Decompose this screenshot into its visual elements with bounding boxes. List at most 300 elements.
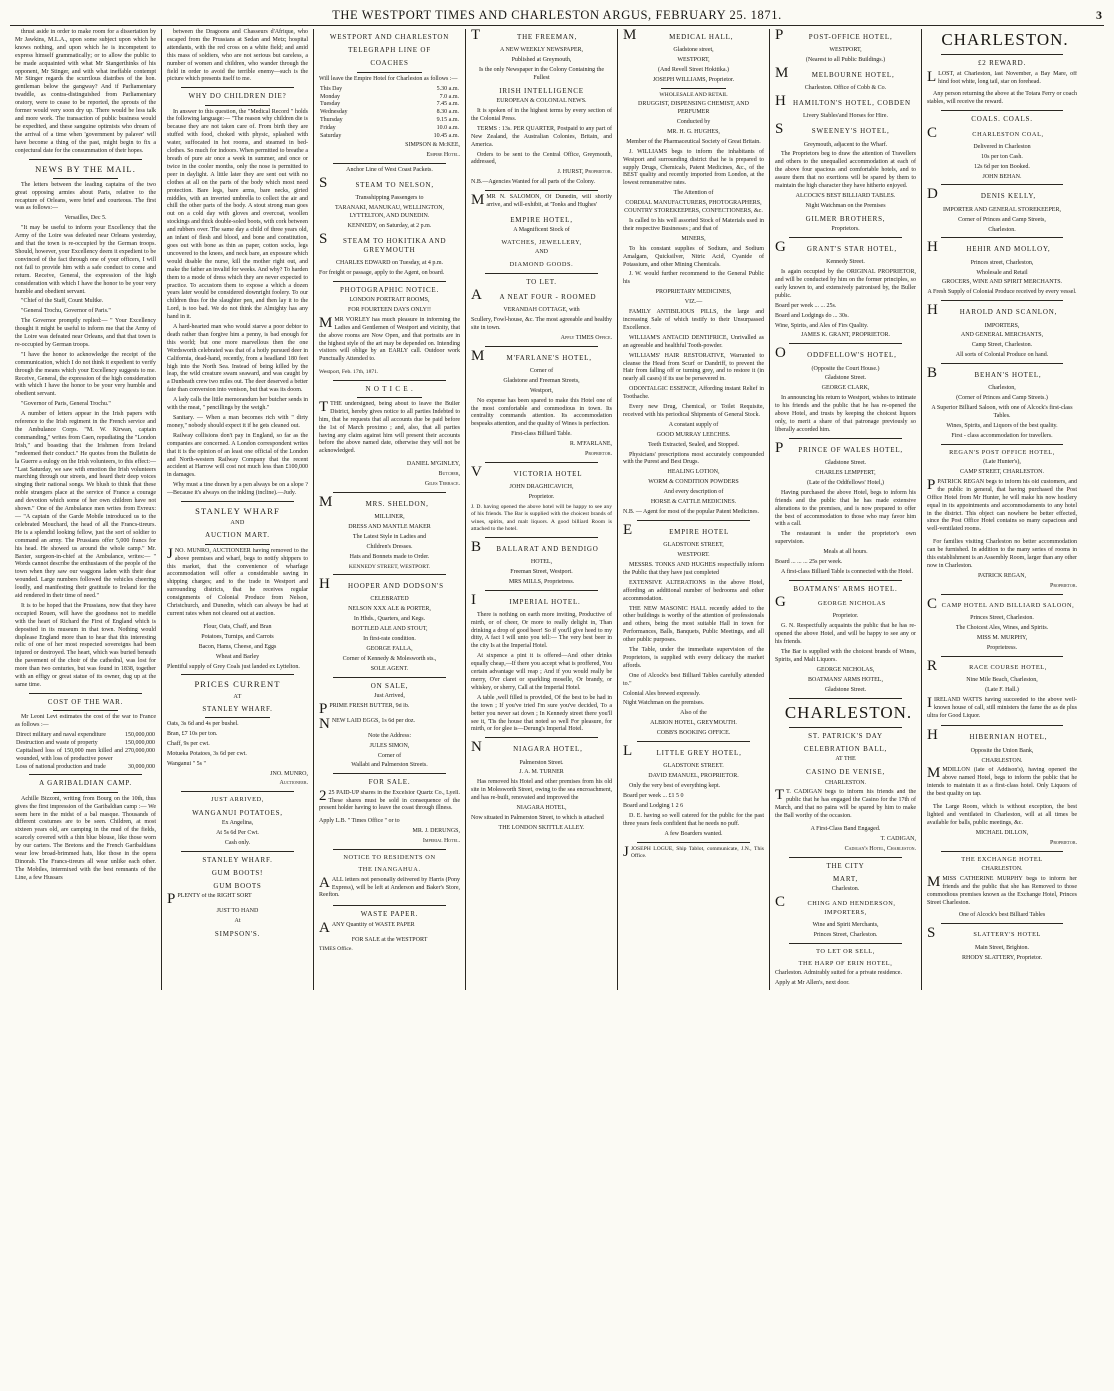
ad-catherine-murphy[interactable]: [927, 876, 1077, 910]
mfarlane-billiard: First-class Billiard Table.: [511, 431, 572, 438]
sweeneys-hotel-title: SWEENEY'S HOTEL,: [811, 127, 890, 136]
empire-intro: MESSRS. TONKS AND HUGHES respectfully inform the Public that they have just completed: [623, 561, 764, 576]
boatmans-arms-title: BOATMANS' ARMS HOTEL.: [793, 584, 898, 593]
divider: [637, 741, 750, 742]
cost-value: 270,000,000: [125, 747, 155, 754]
medical-street: Gladstone street,: [673, 47, 714, 54]
dillon-room: The Large Room, which is without exception, the best lighted and ventilated in Charleston, will at all times be available for balls, public meetings, &c.: [927, 804, 1077, 826]
niagara-body: Has removed his Hotel and other premises from his old site in Molesworth Street, owing to the sea encroachment, and has re-built, renovated and improved the: [471, 779, 612, 802]
dropcap-t: T: [775, 789, 785, 804]
divider: [53, 178, 118, 179]
hibernian-title: HIBERNIAN HOTEL,: [969, 733, 1048, 742]
medical-town: WESTPORT,: [677, 57, 710, 64]
ad-behans-hotel[interactable]: [927, 367, 1077, 382]
murphy-billiard: One of Alcock's best Billiard Tables: [958, 912, 1046, 919]
ad-cadigan-ball[interactable]: [775, 789, 916, 823]
attention-prescriptions: Physicians' prescriptions most accurately compounded with the Purest and Best Drugs.: [623, 451, 764, 466]
dropcap-m: M: [623, 29, 637, 43]
wanganui-price: At 5s 6d Per Cwt.: [216, 829, 259, 836]
dropcap-h: H: [927, 304, 938, 319]
divider: [181, 791, 294, 792]
ad-mfarlanes-hotel[interactable]: [471, 350, 612, 365]
regans-title: REGAN'S POST OFFICE HOTEL,: [949, 448, 1055, 456]
divider: [637, 842, 750, 843]
cost-label: Loss of national production and trade: [16, 763, 106, 770]
hehir-supply: A Fresh Supply of Colonial Produce received by every vessel.: [927, 289, 1077, 296]
ad-ireland-watts[interactable]: [927, 697, 1077, 723]
wholesale-conducted: Conducted by: [676, 119, 711, 126]
behans-corner: (Corner of Princes and Camp Streets.): [956, 395, 1048, 402]
lead-paragraph: thrust aside in order to make room for a dissertation by Mr Jawkins, M.L.A., upon some subject upon which he knows nothing, and upon which he is incompetent to express himself grammatically; or to allow the public to be made acquainted with what Mr Stangerthinks of his opponent, Mr Stinger, and with what ineffable contempt Mr Stinger regards the scurrilous diatribes of the hon. gentleman below the gangway? And if Parliamentary twaddle, as contra-distinguished from Parliamentary oratory, were to cease to be reported, the sprouts of the former would very soon dry up. There would be less talk and more work. The transaction of public business would be expedited, and these sanguine optimists who dream of the arrival of a time when 'government by palaver' will have become a thing of the past, might begin to fix a conjectural date for the consummation of their hopes.: [15, 29, 156, 154]
divider: [485, 537, 598, 538]
hehir-scope: Wholesale and Retail: [976, 269, 1028, 276]
dropcap-p: P: [167, 893, 176, 906]
ad-pony-express[interactable]: [319, 877, 460, 903]
just-arrived-label: JUST ARRIVED,: [211, 796, 264, 804]
ad-little-grey-hotel[interactable]: [623, 745, 764, 760]
gilmer-body: The Proprietors beg to draw the attention of Travellers and others to the unequalled accommodation at each of the above four spacious and comfortable hotels, and to assure them that no exertions will be spared by them to maintain the high character they have hitherto enjoyed.: [775, 151, 916, 190]
ad-empire-hotel[interactable]: [623, 524, 764, 539]
oddfellows-proprietor: GEORGE CLARK,: [821, 385, 870, 392]
empire-town: WESTPORT.: [677, 552, 710, 559]
freeman-nb: N.B.—Agencies Wanted for all parts of the Colony.: [471, 179, 595, 186]
medical-proprietor: JOSEPH WILLIAMS, Proprietor.: [652, 76, 735, 83]
oddfellows-street: Gladstone Street.: [824, 375, 867, 382]
grants-body: Is again occupied by the ORIGINAL PROPRIETOR, and will be conducted by him on the former principles, so early known to, and extensively patronised by, the Buller public.: [775, 269, 916, 299]
ad-steam-to-nelson[interactable]: [319, 177, 460, 192]
ad-joseph-logue[interactable]: [623, 846, 764, 863]
ad-gum-boots[interactable]: [167, 893, 308, 905]
photo-rooms-name: LONDON PORTRAIT ROOMS,: [349, 297, 430, 304]
ballarat-title: BALLARAT AND BENDIGO: [496, 544, 599, 553]
attention-dentifrice: WILLIAM'S ANTACID DENTIFRICE, Unrivalled as an agreeable and healthful Tooth-powder.: [623, 334, 764, 349]
prince-wales-late-of: (Late of the Oddfellows' Hotel,): [807, 479, 884, 486]
dropcap-c: C: [927, 597, 938, 612]
divider: [941, 444, 1063, 445]
dropcap-l: L: [623, 745, 633, 760]
ad-victoria-hotel[interactable]: [471, 466, 612, 481]
hooper-product: NELSON XXX ALE & PORTER,: [348, 606, 431, 613]
empire-albion: ALBION HOTEL, GREYMOUTH.: [650, 720, 737, 727]
ad-ballarat-bendigo-hotel[interactable]: [471, 541, 612, 556]
heading-notice: N O T I C E .: [365, 384, 414, 393]
wanganui-terms: Cash only.: [224, 839, 251, 846]
behans-title: BEHAN'S HOTEL,: [974, 371, 1042, 380]
cost-label: Destruction and waste of property: [16, 739, 98, 746]
ad-boatmans-arms-hotel[interactable]: [775, 596, 916, 610]
gilmer-billiards: ALCOCK'S BEST BILLIARD TABLES.: [795, 193, 896, 199]
attention-worm-powders: WORM & CONDITION POWDERS: [648, 479, 739, 486]
ad-lost-mare-reward[interactable]: [927, 71, 1077, 89]
williams-body: J. WILLIAMS begs to inform the inhabitants of Westport and surrounding district that he is prepared to supply Drugs, Chemicals, Patent Medicines, &c., of the BEST quality and recently imported from London, at the lowest remunerative rates.: [623, 148, 764, 187]
ad-waste-paper[interactable]: [319, 922, 460, 934]
cost-value: 150,000,000: [125, 731, 155, 738]
sheldon-trade-2: DRESS AND MANTLE MAKER: [348, 524, 431, 531]
ad-niagara-hotel[interactable]: [471, 741, 612, 756]
dropcap-s: S: [319, 176, 328, 191]
hooper-title: HOOPER AND DODSON'S: [348, 582, 444, 591]
price-line: Chaff, 9s per cwt.: [167, 740, 210, 747]
onsale-vendor: JULES SIMON,: [369, 742, 410, 749]
mfarlane-body: No expense has been spared to make this Hotel one of the most comfortable and commodious in town. Its centrality commands attention. Its accommodation bespeaks attention, and the quality of Wines is perfection.: [471, 397, 612, 428]
little-grey-street: GLADSTONE STREET.: [663, 763, 724, 770]
forsale-body: 25 PAID-UP shares in the Excelsior Quartz Co., Lyell. These shares must be sold in consequence of the present holder having to leave the coast through illness.: [319, 789, 460, 812]
ad-mcginley-notice[interactable]: [319, 401, 460, 458]
dillon-role: Proprietor.: [1050, 839, 1077, 846]
attention-chemicals: To his constant supplies of Sodium, and Sodium Amalgam, Quicksilver, Nitric Acid, Cyanide of Potassium, and other Mining Chemicals.: [623, 245, 764, 268]
ad-slatterys-hotel[interactable]: [927, 927, 1077, 941]
prince-wales-restaurant: The restaurant is under the proprietor's own supervision.: [775, 531, 916, 546]
salomon-goods-1: WATCHES, JEWELLERY,: [501, 239, 582, 247]
divider: [53, 792, 118, 793]
cost-value: 30,000,000: [128, 763, 155, 770]
divider: [205, 105, 270, 106]
camp-liquors: The Choicest Ales, Wines, and Spirits.: [955, 624, 1049, 631]
residents-body: ALL letters not personally delivered by Harris (Pony Express), will be left at Anderson and Baker's Store, Reefton.: [319, 876, 460, 899]
forsale-apply: Apply L.B. " Times Office " or to: [319, 818, 400, 825]
dropcap-t: T: [471, 29, 481, 43]
coach-intro: Will leave the Empire Hotel for Charleston as follows :—: [319, 75, 458, 82]
salomon-and: AND: [535, 249, 548, 256]
table-row: [15, 748, 156, 764]
divider: [333, 380, 446, 381]
harp-of-erin-body: Charleston. Admirably suited for a private residence.: [775, 970, 902, 977]
attention-healing-lotion: HEALING LOTION,: [667, 469, 720, 476]
cadigan-body: T. CADIGAN begs to inform his friends and the public that he has engaged the Casino for the 17th of March, and that no pains will be spared by him to make the Ball worthy of the occasion.: [775, 789, 916, 820]
camp-proprietress-role: Proprietress.: [986, 644, 1018, 651]
ad-fresh-butter[interactable]: [319, 703, 460, 715]
onsale-note-label: Note the Address:: [368, 732, 411, 739]
coach-time: 9.15 a.m.: [436, 117, 459, 124]
ad-mrs-sheldon[interactable]: [319, 496, 460, 511]
ad-excelsior-shares[interactable]: [319, 790, 460, 816]
ballarat-hotel-word: HOTEL,: [530, 558, 553, 565]
gum-boots-title: GUM BOOTS!: [211, 868, 264, 877]
falla-name: GEORGE FALLA,: [366, 645, 413, 652]
divider: [181, 851, 294, 852]
hamilton-stables: Livery Stables'and Horses for Hire.: [803, 113, 888, 120]
coach-signature: SIMPSON & McKEE,: [405, 141, 460, 148]
steam-transship: Transshipping Passengers to: [355, 194, 424, 201]
attention-proprietary: PROPRIETARY MEDICINES,: [655, 289, 732, 296]
little-grey-title: LITTLE GREY HOTEL,: [656, 749, 742, 758]
dropcap-m: M: [319, 495, 333, 510]
medical-hall-title: MEDICAL HALL,: [669, 33, 734, 41]
attention-recommend: J. W. would further recommend to the General Public his: [623, 271, 764, 286]
divider: [29, 693, 142, 694]
divider: [485, 462, 598, 463]
vorley-body: MR VORLEY has much pleasure in informing the Ladies and Gentlemen of Westport and vicinity, that the above rooms are Now Open, and that portraits are in the highest style of the art may be depended on. Intending visitors will oblige by an EARLY call. Outdoor work Punctually Attended to.: [319, 316, 460, 363]
ad-coach-line-title1: WESTPORT AND CHARLESTON: [329, 33, 450, 41]
coach-time: 10.0 a.m.: [436, 125, 459, 132]
dropcap-a: A: [319, 876, 330, 891]
boatmans-body: G. N. Respectfully acquaints the public that he has re-opened the above Hotel, and will be happy to see any or his friends.: [775, 623, 916, 646]
table-row: [319, 133, 460, 141]
news-paragraph: "Governor of Paris, General Trochu.": [21, 401, 111, 408]
grants-star-title: GRANT'S STAR HOTEL,: [806, 244, 897, 253]
casino-town: CHARLESTON.: [824, 779, 867, 786]
ad-hamiltons-hotel[interactable]: [775, 95, 916, 110]
niagara-title: NIAGARA HOTEL,: [513, 745, 583, 754]
heading-news-by-mail: NEWS BY THE MAIL.: [35, 163, 136, 174]
ad-patrick-regan[interactable]: [927, 479, 1077, 536]
dropcap-p: P: [927, 478, 936, 493]
dropcap-c: C: [927, 126, 938, 141]
cost-label: Direct military and naval expenditure: [16, 731, 106, 738]
ad-vorley-photography[interactable]: [319, 317, 460, 366]
column-3: [314, 29, 466, 990]
column-1: [10, 29, 162, 990]
wholesale-credentials: Member of the Pharmaceutical Society of Great Britain.: [626, 138, 761, 145]
attention-label: The Attention of: [673, 190, 714, 197]
divider: [485, 346, 598, 347]
sheldon-line-3: Hats and Bonnets made to Order.: [349, 553, 430, 560]
coach-day: This Day: [320, 85, 343, 92]
ad-melbourne-hotel[interactable]: [775, 67, 916, 82]
camp-address: Princes Street, Charleston.: [970, 614, 1034, 621]
attention-viz: VIZ.—: [684, 299, 703, 306]
divider: [637, 520, 750, 521]
wholesale-label: WHOLESALE AND RETAIL: [659, 91, 728, 98]
column-5: [618, 29, 770, 990]
ching-title: CHING AND HENDERSON, IMPORTERS,: [807, 900, 896, 916]
ad-munro-auctioneer[interactable]: [167, 548, 308, 621]
po-note: (Nearest to all Public Buildings.): [805, 57, 886, 64]
coach-timetable: [319, 86, 460, 141]
hooper-bottled: BOTTLED ALE AND STOUT,: [351, 626, 428, 633]
coach-time: 8.30 a.m.: [436, 109, 459, 116]
ad-harold-scanlon[interactable]: [927, 304, 1077, 319]
ad-prince-of-wales-hotel[interactable]: [775, 442, 916, 457]
mfarlane-corner: Corner of: [529, 367, 554, 374]
ad-charleston-coal[interactable]: [927, 127, 1077, 141]
charleston-heading: CHARLESTON.: [941, 30, 1069, 49]
behans-billiard: A Superior Billiard Saloon, with one of Alcock's first-class Tables.: [931, 405, 1073, 420]
divider: [941, 110, 1063, 111]
casino-de-venise: CASINO DE VENISE,: [806, 768, 885, 777]
dropcap-i: I: [471, 593, 476, 608]
regans-body: PATRICK REGAN begs to inform his old customers, and the public in general, that having purchased the Post Office Hotel from Mr Hunter, he will make his now hostlery equal in its appointments and accommodaments to any hotel in the district. This object can nowhere be better effected, since the Post Office Hotel contains so many capacious and well-ventilated rooms.: [927, 478, 1077, 533]
coach-day: Wednesday: [320, 109, 348, 116]
ad-steam-to-hokitika[interactable]: [319, 233, 460, 257]
salomon-body: MR N. SALOMON, Of Dunedin, will shortly arrive, and will-exhibit, at 'Tonks and Hughes': [486, 194, 612, 209]
post-office-hotel-title: POST-OFFICE HOTEL,: [808, 33, 893, 41]
imperial-verse-1: There is nothing on earth more inviting, Productive of mirth, or of cheer, Or more to really delight in, Than drinking a drop of good beer! So if you'll give heed to my ditty, A fact I will unto you tell:— The very best beer in the city Is at the Imperial Hotel.: [471, 611, 612, 650]
celebration-ball: CELEBRATION BALL,: [803, 745, 888, 754]
hehir-address: Princes street, Charleston,: [970, 259, 1034, 266]
prince-wales-board-rate: Board ... ... ... 25s per week.: [775, 559, 843, 566]
table-row: [319, 125, 460, 133]
dropcap-n: N: [471, 741, 482, 756]
niagara-proprietor: J. A. M. TURNER: [519, 769, 564, 776]
prince-wales-body: Having purchased the above Hotel, begs to inform his friends and the public that he has made extensive alterations to the premises, and is now prepared to offer the best of accommodation to those who may favor him with a call.: [775, 489, 916, 528]
victoria-title: VICTORIA HOTEL: [513, 470, 583, 478]
wanganui-ship: Ex Angelina,: [221, 819, 254, 826]
ad-stanley-wharf-and: AND: [230, 519, 245, 527]
divider: [205, 717, 270, 718]
table-row: [15, 740, 156, 748]
city-mart-town: Charleston.: [831, 886, 860, 893]
harold-trade: IMPORTERS,: [984, 322, 1020, 329]
boatmans-signature: GEORGE NICHOLAS,: [816, 666, 875, 673]
ad-sweeneys-hotel[interactable]: [775, 123, 916, 138]
behans-accommodation: First - class accommodation for travellers.: [951, 432, 1053, 439]
table-row: [319, 109, 460, 117]
ad-hooper-dodson[interactable]: [319, 578, 460, 593]
divider: [333, 849, 446, 850]
ad-grants-star-hotel[interactable]: [775, 241, 916, 256]
heading-for-sale: FOR SALE.: [368, 778, 411, 787]
attention-teeth: Teeth Extracted, Sealed, and Stopped.: [647, 441, 740, 448]
dillon-body: MDILLON (late of Addison's), having opened the above named Hotel, begs to inform the public that he intends to maintain it as a first-class hotel. Only Liquors of the best quality on tap.: [927, 767, 1077, 798]
cost-label: Capitalised loss of 150,000 men killed and wounded, with loss of productive power: [16, 747, 123, 762]
harold-name: HAROLD AND SCANLON,: [959, 308, 1058, 317]
ad-imperial-hotel[interactable]: [471, 594, 612, 609]
dropcap-m: M: [927, 767, 941, 782]
empire-watchman: Night Watchman on the premises.: [623, 700, 705, 707]
ad-salomon-jeweller[interactable]: [471, 194, 612, 212]
coal-vendor: JOHN BEHAN.: [982, 173, 1022, 180]
dropcap-i: I: [927, 696, 932, 711]
table-row: [319, 94, 460, 102]
dropcap-t: T: [319, 400, 329, 415]
price-line: Wanganui " 5s ": [167, 760, 206, 767]
dropcap-r: R: [927, 659, 938, 674]
ad-coach-line-title3: COACHES: [370, 59, 409, 68]
dropcap-p: P: [775, 441, 784, 456]
riddle-anecdote: Why must a tine drawn by a pen always be on a slope ?—Because it's always on the inkling (incline).—Judy.: [167, 482, 308, 497]
ad-hehir-molloy[interactable]: [927, 241, 1077, 256]
notice-body: THE undersigned, being about to leave the Buller District, hereby gives notice to all parties Indebted to him, that he requests that all accounts due be paid before the 1st of March proximo ; and, also, that all parties having any claim against him will present their accounts before the above named date, otherwise they will not be acknowledged.: [319, 400, 460, 455]
freeman-news-scope: EUROPEAN & COLONIAL NEWS.: [496, 98, 587, 105]
news-paragraph: It is to be hoped that the Prussians, now that they have occupied Rouen, will have the goodness not to meddle with the heart of Richard the First of England which is deposited in its museum in that town. Nothing would displease England more than to hear that this interesting relic of one of her most respected sovereigns had been injured or destroyed. The heart, which was buried beneath the pavement of the choir of the cathedral, was lost for more than two centuries, but was found in 1838, together with an effigy or great statue of its owner, dug up at the same time.: [15, 602, 156, 688]
murphy-body: MISS CATHERINE MURPHY begs to inform her friends and the public that she has Removed to those commodious premises known as the Exchange Hotel, Princes Street Charleston.: [927, 875, 1077, 906]
empire-cobbs-booking: COBB'S BOOKING OFFICE.: [656, 730, 731, 737]
grants-lodging-rate: Board and Lodgings do ... 30s.: [775, 312, 849, 319]
race-course-title: RACE COURSE HOTEL,: [969, 663, 1047, 671]
grants-proprietor: JAMES K. GRANT, PROPRIETOR.: [800, 332, 891, 339]
ad-race-course-hotel[interactable]: [927, 660, 1077, 674]
column-6: [770, 29, 922, 990]
divider: [333, 163, 446, 164]
dropcap-p: P: [775, 29, 784, 43]
city-mart-title-1: THE CITY: [826, 861, 865, 870]
coach-day: Thursday: [320, 117, 343, 124]
ad-prices-current-title: PRICES CURRENT: [194, 679, 281, 690]
on-sale-sub: Just Arrived,: [374, 692, 405, 699]
news-paragraph: "Chief of the Staff, Count Multke.: [21, 298, 104, 305]
victoria-proprietor-role: Proprietor.: [528, 494, 555, 501]
attention-stock: Is called to his well assorted Stock of Materials used in their respective Businesses ; and that of: [623, 218, 764, 232]
dropcap-h: H: [927, 729, 938, 744]
hehir-name: HEHIR AND MOLLOY,: [966, 245, 1051, 254]
gilmer-role: Proprietors.: [831, 226, 860, 233]
empire-masonic-hall: THE NEW MASONIC HALL recently added to the other buildings is worthy of the attention of professionals and others, being the most suitable Hall in town for Performances, Balls, Banquets, Public Meetings, and all other public purposes.: [623, 605, 764, 644]
ad-denis-kelly[interactable]: [927, 188, 1077, 203]
ad-medical-hall[interactable]: [623, 29, 764, 44]
butter-line: PRIME FRESH BUTTER, 9d lb.: [329, 702, 410, 709]
news-paragraph: The Governor promptly replied:— " Your Excellency thought it might be useful to inform me that the Army of the Loire was defeated near Orleans, and that that town is re-occupied by German troops.: [15, 318, 156, 348]
photo-duration: FOR FOURTEEN DAYS ONLY!!: [348, 306, 431, 313]
divider: [485, 190, 598, 191]
melbourne-hotel-title: MELBOURNE HOTEL,: [811, 71, 895, 80]
imperial-verse-3: A table ,well filled is provided, Of the best to be had in the town ; If you've tried I'm sure you've decided, To a better you never sat down ; In Kennedy street there you'll see it, 'Tis the house that noted so well For pleasure, for mirth, or for glee is—Derung's Imperial Hotel.: [471, 694, 612, 733]
sanitary-anecdote: Sanitary. — When a man becomes rich with " dirty money," nobody should expect it if he gets cleaned out.: [167, 415, 308, 429]
divider: [333, 773, 446, 774]
coach-day: Friday: [320, 125, 336, 132]
onsale-address: Wallabi and Palmerston Streets.: [351, 762, 428, 769]
table-row: [319, 101, 460, 109]
ad-post-office-hotel[interactable]: [775, 29, 916, 44]
divider: [181, 674, 294, 675]
divider: [181, 87, 294, 88]
divider: [941, 300, 1063, 301]
freeman-terms: TERMS : 13s. PER QUARTER, Postpaid to any part of New Zealand, the Australian Colonies, Britain, and America.: [471, 125, 612, 148]
attention-constant-supply: A constant supply of: [668, 421, 719, 428]
divider: [789, 857, 902, 858]
empire-ales: Colonial Ales brewed expressly.: [623, 690, 701, 697]
ad-ching-henderson[interactable]: [775, 896, 916, 919]
waste-line-3: TIMES Office.: [319, 946, 353, 953]
ad-cottage-to-let[interactable]: [471, 289, 612, 304]
dropcap-h: H: [927, 241, 938, 256]
ad-camp-hotel[interactable]: [927, 598, 1077, 612]
ireland-watts-body: IRELAND WATTS having succeeded to the above well-known house of call, still ministers the fame the as de plus ultra for Good Liquor.: [927, 696, 1077, 719]
table-row: [319, 86, 460, 94]
divider: [941, 923, 1063, 924]
hibernian-town: CHARLESTON.: [981, 757, 1023, 764]
wholesale-trade: DRUGGIST, DISPENSING CHEMIST, AND PERFUMER: [638, 101, 749, 116]
cottage-line-1: VERANDAH COTTAGE, with: [503, 307, 580, 314]
ad-oddfellows-hotel[interactable]: [775, 347, 916, 362]
steam-charles-edward-sailing: CHARLES EDWARD on Tuesday, at 4 p.m.: [335, 260, 444, 266]
divider: [789, 343, 902, 344]
wholesale-manager: MR. H. G. HUGHES,: [667, 128, 720, 135]
vorley-date: Westport, Feb. 17th, 1871.: [319, 369, 379, 376]
attention-cattle-medicines: HORSE & CATTLE MEDICINES.: [650, 499, 737, 506]
ad-hibernian-hotel[interactable]: [927, 729, 1077, 744]
boatmans-street: Gladstone Street.: [824, 686, 867, 693]
masthead-title: THE WESTPORT TIMES AND CHARLESTON ARGUS, FEBRUARY 25. 1871.: [332, 8, 782, 22]
news-paragraph: "I have the honor to acknowledge the receipt of the communication, which I do not think it expedient to verify through the means which your Excellency suggests to me. Receive, General, the expression of the high consideration with which I have the honor to be your very humble and obedient servant.: [15, 351, 156, 398]
harp-of-erin-apply: Apply at Mr Allen's, next door.: [775, 980, 850, 987]
kelly-address: Corner of Princes and Camp Streets,: [958, 216, 1046, 223]
gum-boots-vendor: SIMPSON'S.: [214, 930, 261, 939]
dropcap-m: M: [471, 194, 485, 209]
heading-reward: £2 REWARD.: [977, 59, 1027, 68]
freeman-irish-intelligence: IRISH INTELLIGENCE: [499, 86, 584, 95]
charleston-section-heading: CHARLESTON.: [784, 702, 913, 722]
niagara-name-line: NIAGARA HOTEL,: [516, 805, 567, 812]
forsale-signature: MR. J. DERUNGS,: [412, 828, 460, 835]
divider: [941, 54, 1063, 55]
niagara-skittle-alley: THE LONDON SKITTLE ALLEY.: [498, 824, 585, 831]
coach-time: 5.30 a.m.: [436, 85, 459, 92]
on-sale-heading: ON SALE,: [370, 681, 409, 690]
regans-late-of: (Late Hunter's),: [983, 459, 1021, 466]
ad-prices-at: AT: [233, 692, 242, 700]
attention-trades: CORDIAL MANUFACTURERS, PHOTOGRAPHERS, COUNTRY STOREKEEPERS, CONFECTIONERS, &c.: [624, 200, 763, 215]
cadigan-band: A First-Class Band Engaged.: [810, 826, 881, 833]
ad-michael-dillon[interactable]: [927, 767, 1077, 801]
divider: [941, 363, 1063, 364]
onsale-corner: Corner of: [377, 752, 402, 759]
ad-the-freeman[interactable]: [471, 29, 612, 44]
boatmans-proprietor-role: Proprietor.: [832, 613, 859, 620]
sheldon-title: MRS. SHELDON,: [365, 499, 429, 508]
ad-new-laid-eggs[interactable]: [319, 718, 460, 730]
price-line: Oats, 3s 6d and 4s per bushel.: [167, 721, 239, 728]
